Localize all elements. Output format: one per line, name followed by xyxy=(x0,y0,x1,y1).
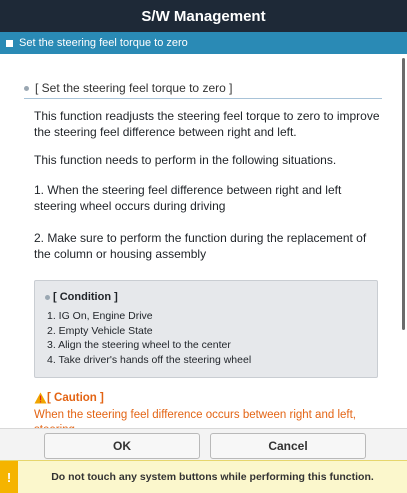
caution-text: When the steering feel difference occurs between right and left, xyxy=(34,409,356,421)
section-title: [ Set the steering feel torque to zero ] xyxy=(35,81,233,95)
condition-header xyxy=(45,291,118,303)
situation-item: 1. When the steering feel difference between right and left steering wheel occurs during driving xyxy=(34,183,342,213)
warning-text: Do not touch any system buttons while performing this function. xyxy=(51,471,374,483)
ok-button[interactable]: OK xyxy=(44,433,200,459)
function-bar xyxy=(0,32,407,54)
warning-icon: ! xyxy=(0,461,18,493)
condition-item: 3. Align the steering wheel to the center xyxy=(47,339,231,351)
condition-item: 1. IG On, Engine Drive xyxy=(47,310,153,322)
situations-intro: This function needs to perform in the following situations. xyxy=(34,153,337,167)
situation-item: 2. Make sure to perform the function during the replacement of the column or housing assembly xyxy=(34,231,367,261)
condition-item: 4. Take driver's hands off the steering wheel xyxy=(47,353,252,366)
cancel-button[interactable]: Cancel xyxy=(210,433,366,459)
button-bar xyxy=(0,428,407,461)
condition-title: [ Condition ] xyxy=(53,291,118,303)
function-name: Set the steering feel torque to zero xyxy=(19,37,188,49)
warning-footer xyxy=(0,460,407,493)
description-paragraph: This function readjusts the steering feel torque to zero to improve the steering feel difference between right and left. xyxy=(34,109,380,139)
condition-box xyxy=(34,280,378,378)
window-title: S/W Management xyxy=(0,0,407,32)
content-area[interactable] xyxy=(0,54,400,428)
caution-title: [ Caution ] xyxy=(47,392,104,404)
bullet-icon xyxy=(24,86,29,91)
section-header xyxy=(24,78,382,99)
warning-triangle-icon xyxy=(34,392,47,404)
content-scrollbar[interactable] xyxy=(402,58,405,330)
bullet-icon xyxy=(45,295,50,300)
caution-header xyxy=(34,392,104,404)
condition-item: 2. Empty Vehicle State xyxy=(47,324,153,337)
condition-list xyxy=(47,309,251,367)
square-bullet-icon xyxy=(6,40,13,47)
